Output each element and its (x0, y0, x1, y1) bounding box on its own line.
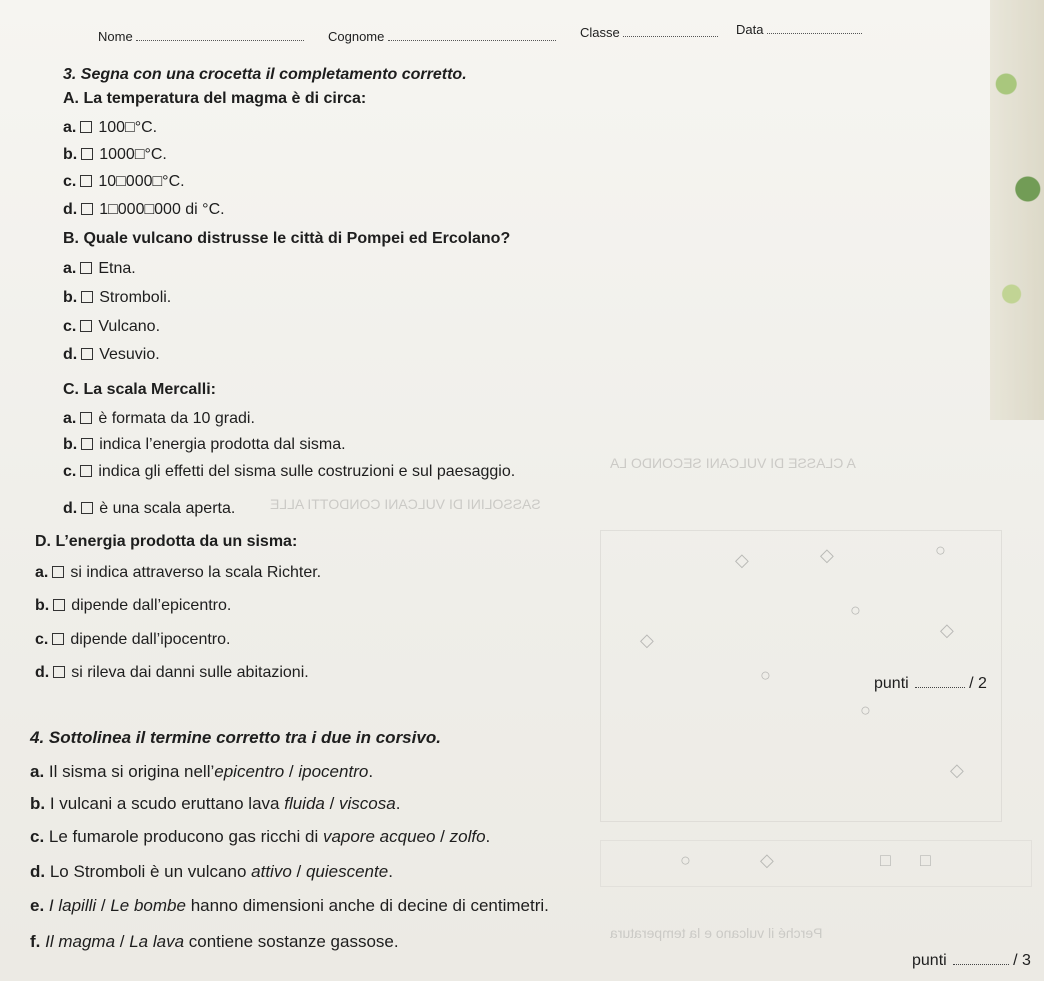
checkbox[interactable] (53, 599, 65, 611)
q3c-option-c[interactable]: c. indica gli effetti del sisma sulle costruzioni e sul paesaggio. (63, 463, 516, 480)
show-through-shape: ○ (850, 600, 861, 620)
data-blank[interactable] (767, 21, 862, 34)
score-blank[interactable] (915, 687, 965, 688)
checkbox[interactable] (80, 465, 92, 477)
checkbox[interactable] (53, 666, 65, 678)
q3c-option-d[interactable]: d. è una scala aperta. (63, 500, 236, 517)
option-2[interactable]: Le bombe (110, 896, 186, 915)
show-through-text: SASSOLINI DI VULCANI CONDOTTI ALLE (270, 496, 541, 512)
show-through-shape: □ (880, 850, 891, 870)
q3c-question: C. La scala Mercalli: (63, 381, 216, 398)
show-through-shape: ○ (760, 665, 771, 685)
classe-label: Classe (580, 25, 620, 40)
checkbox[interactable] (80, 175, 92, 187)
option-2[interactable]: quiescente (305, 862, 389, 881)
checkbox[interactable] (81, 203, 93, 215)
score-total: / 2 (969, 675, 987, 692)
checkbox[interactable] (81, 438, 93, 450)
q3a-option-b[interactable]: b. 1000□°C. (63, 146, 167, 163)
q3b-question: B. Quale vulcano distrusse le città di Pompei ed Ercolano? (63, 230, 511, 247)
checkbox[interactable] (52, 566, 64, 578)
q3d-question: D. L’energia prodotta da un sisma: (35, 533, 298, 550)
q3d-option-c[interactable]: c. dipende dall’ipocentro. (35, 631, 231, 648)
data-field (736, 21, 862, 37)
cognome-blank[interactable] (388, 28, 556, 41)
classe-blank[interactable] (623, 24, 718, 37)
q4-item-b: b. I vulcani a scudo eruttano lava fluida / viscosa. (30, 794, 401, 813)
q3c-option-a[interactable]: a. è formata da 10 gradi. (63, 410, 255, 427)
q3a-option-d[interactable]: d. 1□000□000 di °C. (63, 201, 225, 218)
checkbox[interactable] (80, 121, 92, 133)
show-through-text: Perché il vulcano e la temperatura (610, 925, 823, 941)
q3a-question: A. La temperatura del magma è di circa: (63, 90, 367, 107)
score-total: / 3 (1013, 952, 1031, 969)
q3-score (874, 675, 987, 693)
score-blank[interactable] (953, 964, 1009, 965)
q3b-option-a[interactable]: a. Etna. (63, 260, 136, 277)
q4-item-c: c. Le fumarole producono gas ricchi di vapore acqueo / zolfo. (30, 827, 491, 846)
show-through-shape: ◇ (760, 850, 774, 870)
option-2[interactable]: ipocentro (298, 762, 369, 781)
q4-item-a: a. Il sisma si origina nell’epicentro / ipocentro. (30, 762, 374, 781)
option-1[interactable]: Il magma (45, 932, 116, 951)
score-label: punti (912, 952, 947, 969)
option-1[interactable]: I lapilli (48, 896, 97, 915)
show-through-shape: ◇ (950, 760, 964, 780)
checkbox[interactable] (52, 633, 64, 645)
q3-title: 3. Segna con una crocetta il completamento corretto. (63, 66, 467, 83)
background-tablecloth (990, 0, 1044, 420)
q4-title: 4. Sottolinea il termine corretto tra i due in corsivo. (30, 728, 441, 747)
nome-label: Nome (98, 29, 133, 44)
option-2[interactable]: La lava (129, 932, 185, 951)
q3a-option-a[interactable]: a. 100□°C. (63, 119, 158, 136)
option-1[interactable]: vapore acqueo (322, 827, 436, 846)
show-through-shape: ◇ (735, 550, 749, 570)
show-through-shape: ◇ (640, 630, 654, 650)
q3b-option-b[interactable]: b. Stromboli. (63, 289, 172, 306)
q3d-option-d[interactable]: d. si rileva dai danni sulle abitazioni. (35, 664, 309, 681)
q3d-option-b[interactable]: b. dipende dall’epicentro. (35, 597, 232, 614)
checkbox[interactable] (81, 502, 93, 514)
q3d-option-a[interactable]: a. si indica attraverso la scala Richter. (35, 564, 322, 581)
checkbox[interactable] (80, 412, 92, 424)
q3b-option-d[interactable]: d. Vesuvio. (63, 346, 160, 363)
q4-item-f: f. Il magma / La lava contiene sostanze gassose. (30, 932, 399, 951)
q4-score (912, 952, 1031, 970)
score-label: punti (874, 675, 909, 692)
show-through-shape: □ (920, 850, 931, 870)
show-through-shape: ○ (935, 540, 946, 560)
q3a-option-c[interactable]: c. 10□000□°C. (63, 173, 185, 190)
cognome-field (328, 28, 556, 44)
cognome-label: Cognome (328, 29, 385, 44)
show-through-shape: ◇ (820, 545, 834, 565)
checkbox[interactable] (80, 262, 92, 274)
show-through-shape: ○ (680, 850, 691, 870)
show-through-shape: ◇ (940, 620, 954, 640)
option-2[interactable]: zolfo (449, 827, 486, 846)
checkbox[interactable] (81, 148, 93, 160)
q3c-option-b[interactable]: b. indica l’energia prodotta dal sisma. (63, 436, 346, 453)
option-1[interactable]: fluida (284, 794, 325, 813)
q4-item-d: d. Lo Stromboli è un vulcano attivo / quiescente. (30, 862, 393, 881)
option-2[interactable]: viscosa (339, 794, 396, 813)
checkbox[interactable] (81, 348, 93, 360)
classe-field (580, 24, 718, 40)
show-through-text: A CLASSE DI VULCANI SECONDO LA (610, 455, 856, 471)
option-1[interactable]: attivo (251, 862, 292, 881)
data-label: Data (736, 22, 764, 37)
checkbox[interactable] (80, 320, 92, 332)
checkbox[interactable] (81, 291, 93, 303)
q3b-option-c[interactable]: c. Vulcano. (63, 318, 161, 335)
nome-blank[interactable] (136, 28, 304, 41)
q4-item-e: e. I lapilli / Le bombe hanno dimensioni anche di decine di centimetri. (30, 896, 549, 915)
nome-field (98, 28, 304, 44)
option-1[interactable]: epicentro (214, 762, 285, 781)
show-through-shape: ○ (860, 700, 871, 720)
show-through-row (600, 840, 1032, 887)
